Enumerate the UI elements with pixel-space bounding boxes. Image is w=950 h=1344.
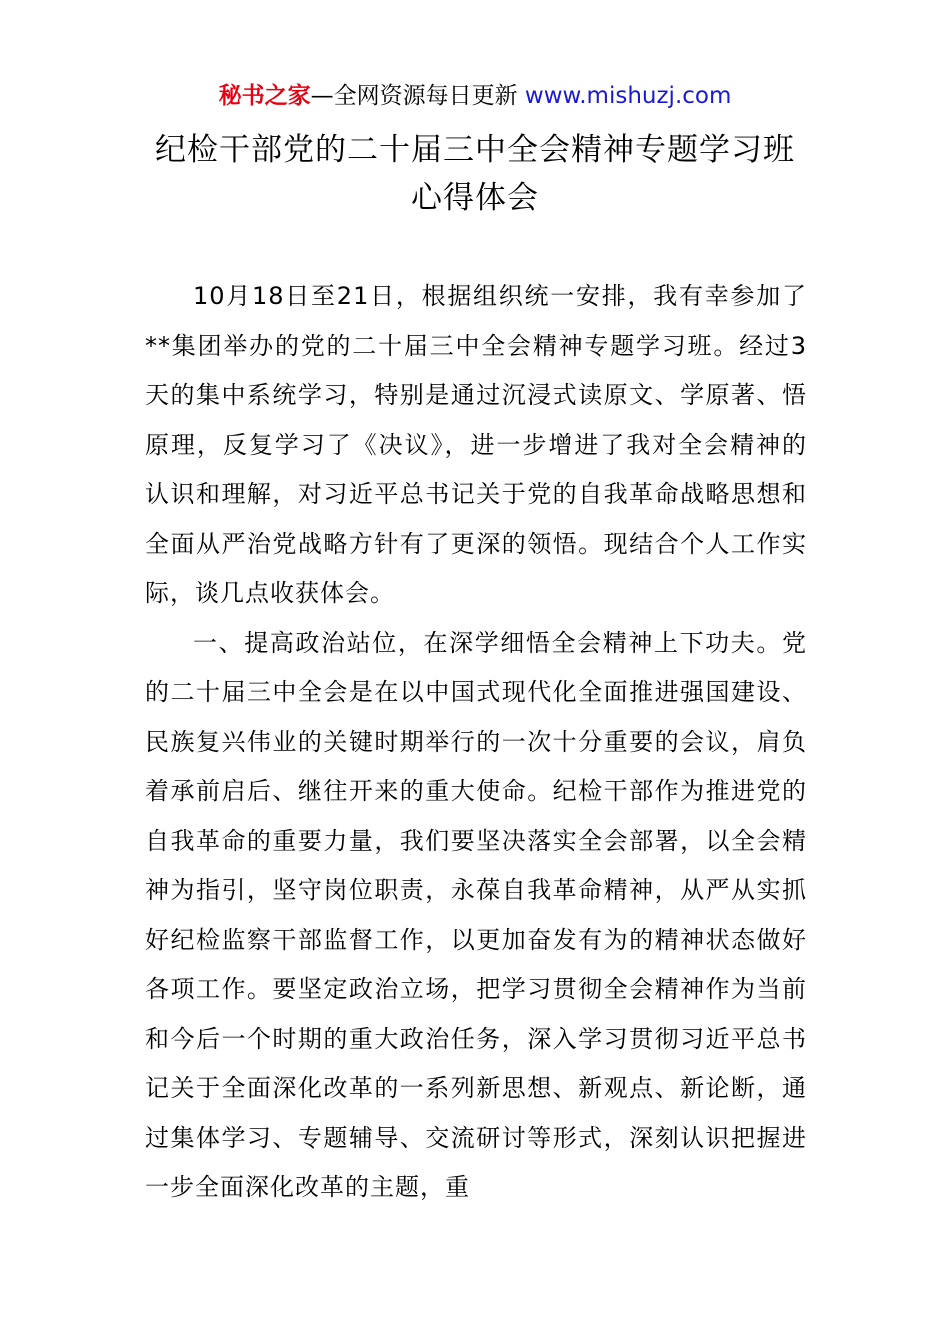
header-tagline: —全网资源每日更新 — [310, 83, 525, 109]
document-body — [145, 272, 807, 1213]
title-line-2: 心得体会 — [411, 180, 539, 216]
brand-name: 秘书之家 — [218, 83, 311, 109]
paragraph-section-1: 一、提高政治站位，在深学细悟全会精神上下功夫。党的二十届三中全会是在以中国式现代化全面推进强国建设、民族复兴伟业的关键时期举行的一次十分重要的会议，肩负着承前启后、继往开来的重大使命。纪检干部作为推进党的自我革命的重要力量，我们要坚决落实全会部署，以全会精神为指引，坚守岗位职责，永葆自我革命精神，从严从实抓好纪检监察干部监督工作，以更加奋发有为的精神状态做好各项工作。要坚定政治立场，把学习贯彻全会精神作为当前和今后一个时期的重大政治任务，深入学习贯彻习近平总书记关于全面深化改革的一系列新思想、新观点、新论断，通过集体学习、专题辅导、交流研讨等形式，深刻认识把握进一步全面深化改革的主题，重 — [145, 628, 807, 1201]
document-title — [100, 126, 850, 222]
paragraph-intro: 10月18日至21日，根据组织统一安排，我有幸参加了**集团举办的党的二十届三中全会精神专题学习班。经过3天的集中系统学习，特别是通过沉浸式读原文、学原著、悟原理，反复学习了《决议》，进一步增进了我对全会精神的认识和理解，对习近平总书记关于党的自我革命战略思想和全面从严治党战略方针有了更深的领悟。现结合个人工作实际，谈几点收获体会。 — [145, 282, 807, 607]
site-header — [0, 80, 950, 112]
title-line-1: 纪检干部党的二十届三中全会精神专题学习班 — [155, 132, 795, 168]
site-url-link[interactable]: www.mishuzj.com — [524, 83, 732, 109]
